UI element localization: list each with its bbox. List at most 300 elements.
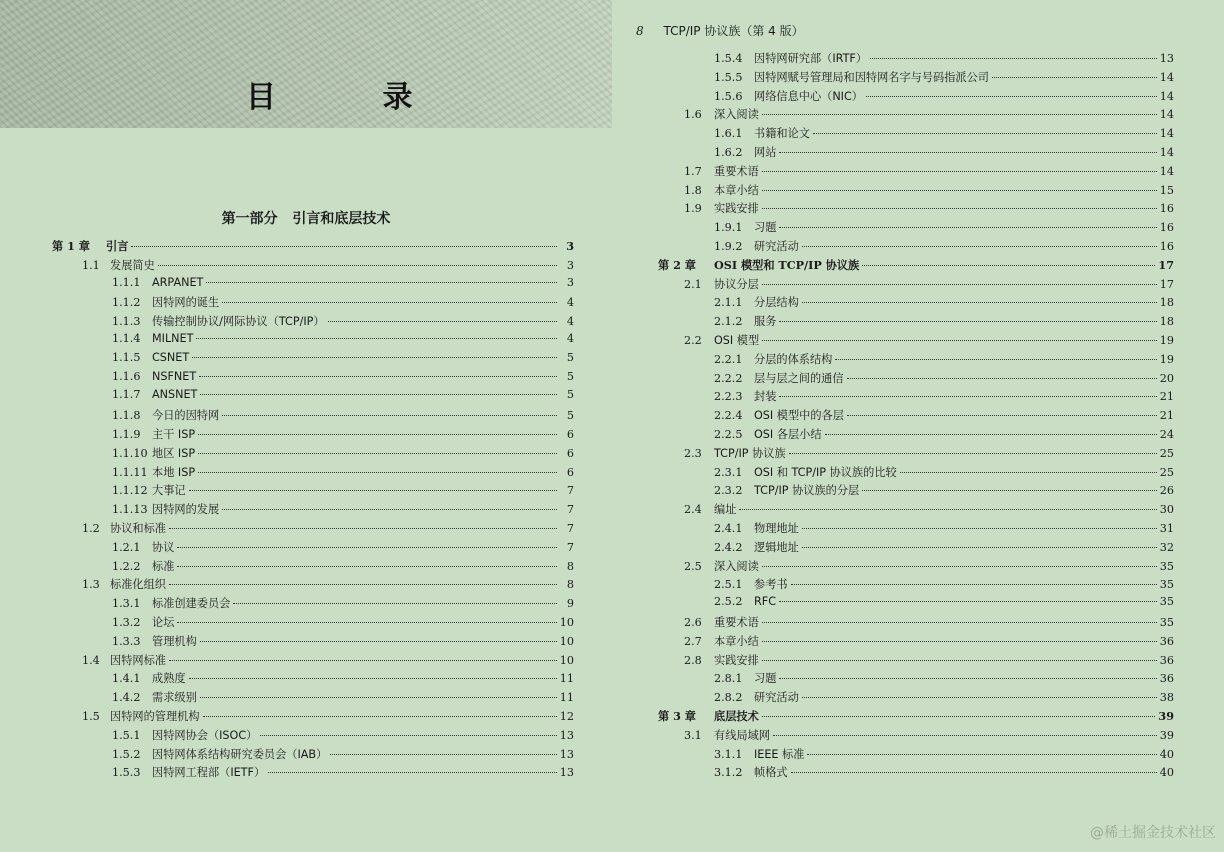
toc-entry-page: 16 <box>1159 202 1174 216</box>
toc-entry-page: 15 <box>1159 183 1174 197</box>
toc-entry-title: 底层技术 <box>714 709 759 723</box>
toc-entry-page: 6 <box>566 428 574 441</box>
dot-leader <box>779 321 1156 322</box>
dot-leader <box>198 472 557 473</box>
toc-entry-number: 3.1.2 <box>714 766 743 780</box>
dot-leader <box>802 697 1157 698</box>
toc-entry <box>714 370 1174 388</box>
toc-entry <box>714 294 1174 312</box>
toc-entry-title: 成熟度 <box>152 672 186 686</box>
toc-entry-page: 16 <box>1159 240 1174 253</box>
toc-entry-title: OSI 和 TCP/IP 协议族的比较 <box>754 465 897 479</box>
toc-entry-number: 1.4 <box>82 653 100 667</box>
toc-entry-title: 因特网工程部（IETF） <box>152 766 266 780</box>
toc-entry-title: 封装 <box>754 390 777 404</box>
toc-entry-page: 19 <box>1159 352 1174 366</box>
toc-entry <box>714 388 1174 406</box>
toc-entry-title: MILNET <box>152 332 194 345</box>
toc-entry-title: 传输控制协议/网际协议（TCP/IP） <box>152 315 325 329</box>
toc-entry-number: 1.3.1 <box>112 597 141 611</box>
toc-entry <box>112 727 574 745</box>
dot-leader <box>847 415 1157 416</box>
dot-leader <box>802 246 1157 247</box>
dot-leader <box>802 302 1157 303</box>
toc-entry-number: 1.1.11 <box>112 465 148 479</box>
toc-entry-number: 1.9.1 <box>714 221 743 235</box>
dot-leader <box>189 490 557 491</box>
toc-entry-number: 1.3.2 <box>112 616 141 629</box>
toc-entry-page: 4 <box>566 315 574 329</box>
toc-entry-title: 物理地址 <box>754 522 799 535</box>
toc-entry-number: 1.1.13 <box>112 503 148 517</box>
toc-entry-page: 13 <box>559 747 574 761</box>
toc-entry-number: 1.6.2 <box>714 146 743 159</box>
dot-leader <box>866 96 1157 97</box>
toc-entry-title: 地区 ISP <box>152 446 196 460</box>
toc-entry <box>112 445 574 463</box>
toc-entry-number: 2.3.2 <box>714 484 743 498</box>
book-title: TCP/IP 协议族（第 4 版） <box>663 24 804 38</box>
toc-entry-title: 习题 <box>754 672 777 686</box>
toc-entry-title: 分层的体系结构 <box>754 352 833 366</box>
toc-entry-number: 2.1 <box>684 277 702 291</box>
toc-entry-title: 重要术语 <box>714 616 759 629</box>
toc-entry <box>112 633 574 651</box>
toc-entry-title: TCP/IP 协议族 <box>714 446 786 460</box>
toc-entry-title: 需求级别 <box>152 691 197 705</box>
toc-entry-title: 管理机构 <box>152 634 197 648</box>
dot-leader <box>862 265 1155 266</box>
dot-leader <box>177 566 557 567</box>
toc-entry <box>714 238 1174 256</box>
toc-entry <box>112 670 574 688</box>
toc-entry-title: 网络信息中心（NIC） <box>754 89 863 103</box>
toc-entry-title: CSNET <box>152 350 190 364</box>
toc-entry-title: 主干 ISP <box>152 428 196 441</box>
dot-leader <box>779 152 1156 153</box>
dot-leader <box>169 660 557 661</box>
part-title: 第一部分 引言和底层技术 <box>221 211 391 227</box>
toc-entry-page: 16 <box>1159 221 1174 235</box>
dot-leader <box>739 509 1156 510</box>
dot-leader <box>762 622 1157 623</box>
toc-entry-number: 1.1.5 <box>112 350 141 364</box>
dot-leader <box>158 265 557 266</box>
toc-entry-number: 1.1.4 <box>112 332 141 345</box>
toc-entry <box>714 313 1174 331</box>
toc-entry <box>112 764 574 782</box>
dot-leader <box>779 601 1157 602</box>
toc-entry <box>684 558 1174 576</box>
dot-leader <box>260 735 556 736</box>
toc-entry-number: 1.1.2 <box>112 296 141 310</box>
dot-leader <box>870 58 1157 59</box>
toc-entry-number: 1.1.7 <box>112 388 141 402</box>
toc-entry-page: 31 <box>1159 522 1174 535</box>
toc-entry <box>714 125 1174 143</box>
dot-leader <box>779 227 1156 228</box>
toc-entry-number: 1.1.8 <box>112 409 141 423</box>
dot-leader <box>791 584 1157 585</box>
toc-entry-number: 2.2.2 <box>714 371 743 385</box>
toc-entry-number: 2.8 <box>684 653 702 667</box>
toc-entry-title: 协议 <box>152 540 175 554</box>
toc-entry-title: ANSNET <box>152 388 198 402</box>
toc-entry-title: 参考书 <box>754 578 788 592</box>
toc-entry-number: 2.5.1 <box>714 578 743 592</box>
toc-entry <box>112 501 574 519</box>
toc-entry-page: 20 <box>1159 371 1174 385</box>
toc-entry-title: 因特网研究部（IRTF） <box>754 52 868 65</box>
dot-leader <box>762 190 1157 191</box>
toc-entry-page: 39 <box>1158 709 1174 723</box>
toc-entry-number: 1.5.2 <box>112 747 141 761</box>
toc-entry <box>714 50 1174 68</box>
toc-entry <box>82 576 574 594</box>
toc-entry-number: 2.8.1 <box>714 672 743 686</box>
dot-leader <box>169 584 557 585</box>
toc-entry <box>112 294 574 312</box>
toc-entry-page: 38 <box>1159 691 1174 705</box>
toc-entry-title: 服务 <box>754 315 777 329</box>
toc-entry <box>684 163 1174 181</box>
dot-leader <box>779 396 1156 397</box>
toc-entry-page: 10 <box>559 634 574 648</box>
toc-entry-page: 35 <box>1159 595 1174 609</box>
toc-entry-page: 14 <box>1159 127 1174 141</box>
toc-entry-title: 因特网的管理机构 <box>110 710 200 723</box>
toc-entry <box>684 200 1174 218</box>
dot-leader <box>779 678 1156 679</box>
toc-entry-number: 1.1.9 <box>112 428 141 441</box>
toc-entry <box>112 482 574 500</box>
dot-leader <box>862 490 1157 491</box>
toc-entry-number: 2.4.1 <box>714 522 743 535</box>
toc-entry-title: ARPANET <box>152 275 204 289</box>
toc-entry-title: 发展简史 <box>110 258 155 272</box>
toc-entry-page: 11 <box>559 691 574 705</box>
dot-leader <box>198 434 557 435</box>
dot-leader <box>807 754 1156 755</box>
toc-entry-number: 1.1.10 <box>112 446 148 460</box>
toc-entry-page: 8 <box>566 559 574 573</box>
toc-entry-number: 第 2 章 <box>658 257 696 272</box>
toc-entry <box>714 670 1174 688</box>
toc-entry <box>684 614 1174 632</box>
toc-entry <box>714 144 1174 162</box>
toc-entry-title: 因特网标准 <box>110 653 166 667</box>
toc-entry-number: 2.1.2 <box>714 315 743 329</box>
toc-entry <box>714 689 1174 707</box>
toc-entry <box>714 746 1174 764</box>
dot-leader <box>791 772 1157 773</box>
dot-leader <box>330 754 556 755</box>
toc-entry <box>112 464 574 482</box>
dot-leader <box>200 394 557 395</box>
toc-entry <box>52 238 574 256</box>
dot-leader <box>177 622 556 623</box>
dot-leader <box>762 171 1157 172</box>
right-page <box>612 0 1224 852</box>
toc-entry <box>684 182 1174 200</box>
toc-entry <box>82 652 574 670</box>
toc-entry-page: 5 <box>566 350 574 364</box>
toc-entry-title: 逻辑地址 <box>754 540 799 554</box>
toc-entry-title: 习题 <box>754 221 777 235</box>
toc-entry-title: 研究活动 <box>754 240 799 253</box>
toc-entry-number: 2.4.2 <box>714 540 743 554</box>
toc-entry-number: 2.2.5 <box>714 428 743 441</box>
toc-entry-title: OSI 模型和 TCP/IP 协议族 <box>714 257 860 272</box>
toc-entry-title: NSFNET <box>152 369 197 383</box>
toc-entry-number: 1.9.2 <box>714 240 743 253</box>
running-header <box>636 22 804 39</box>
toc-entry-page: 32 <box>1159 540 1174 554</box>
toc-entry-number: 1.6 <box>684 108 702 122</box>
toc-entry-page: 36 <box>1159 672 1174 686</box>
toc-entry-title: 重要术语 <box>714 164 759 178</box>
toc-entry-title: 今日的因特网 <box>152 409 220 423</box>
dot-leader <box>762 208 1157 209</box>
dot-leader <box>203 716 557 717</box>
toc-entry-number: 2.2.4 <box>714 409 743 423</box>
toc-entry-title: 论坛 <box>152 616 175 629</box>
dot-leader <box>233 603 557 604</box>
dot-leader <box>789 453 1157 454</box>
toc-entry <box>684 276 1174 294</box>
toc-entry-number: 1.8 <box>684 183 702 197</box>
toc-entry-page: 36 <box>1159 634 1174 648</box>
toc-entry-page: 18 <box>1159 296 1174 310</box>
toc-entry-page: 8 <box>566 578 574 592</box>
toc-entry-page: 3 <box>566 258 574 272</box>
toc-entry <box>112 689 574 707</box>
toc-entry <box>714 426 1174 444</box>
toc-entry-page: 30 <box>1159 503 1174 517</box>
dot-leader <box>222 415 557 416</box>
toc-entry-title: 本章小结 <box>714 183 759 197</box>
toc-entry-title: 大事记 <box>152 484 186 498</box>
toc-entry-title: 实践安排 <box>714 653 759 667</box>
toc-entry-page: 40 <box>1159 747 1174 761</box>
toc-entry <box>714 576 1174 594</box>
toc-entry-page: 17 <box>1158 257 1174 272</box>
toc-entry <box>714 764 1174 782</box>
toc-entry <box>82 257 574 275</box>
toc-entry <box>112 407 574 425</box>
toc-entry-title: 编址 <box>714 503 737 517</box>
toc-entry-title: 因特网赋号管理局和因特网名字与号码指派公司 <box>754 70 989 84</box>
toc-entry <box>112 351 574 369</box>
toc-entry-number: 2.8.2 <box>714 691 743 705</box>
toc-entry-page: 3 <box>566 275 574 289</box>
toc-entry-number: 3.1 <box>684 728 702 742</box>
dot-leader <box>222 302 557 303</box>
dot-leader <box>131 246 557 247</box>
toc-entry-number: 1.3 <box>82 578 100 592</box>
toc-entry-number: 1.3.3 <box>112 634 141 648</box>
toc-entry-page: 7 <box>566 522 574 535</box>
dot-leader <box>192 357 557 358</box>
toc-entry <box>714 351 1174 369</box>
toc-entry <box>82 708 574 726</box>
toc-entry-title: 标准创建委员会 <box>152 597 231 611</box>
toc-entry <box>112 539 574 557</box>
dot-leader <box>196 338 557 339</box>
dot-leader <box>177 547 557 548</box>
toc-entry-page: 14 <box>1159 89 1174 103</box>
toc-entry-title: 层与层之间的通信 <box>754 371 844 385</box>
toc-entry-title: 书籍和论文 <box>754 127 810 141</box>
toc-entry-title: 因特网的诞生 <box>152 296 220 310</box>
toc-entry-title: 网站 <box>754 146 777 159</box>
toc-entry-page: 9 <box>566 597 574 611</box>
toc-entry-page: 14 <box>1159 70 1174 84</box>
toc-entry-page: 35 <box>1159 578 1174 592</box>
toc-entry <box>112 614 574 632</box>
toc-entry-page: 39 <box>1159 728 1174 742</box>
dot-leader <box>802 547 1157 548</box>
toc-entry-page: 5 <box>566 388 574 402</box>
toc-entry <box>82 520 574 538</box>
toc-entry-page: 6 <box>566 446 574 460</box>
toc-entry <box>112 388 574 406</box>
toc-entry-page: 5 <box>566 369 574 383</box>
toc-entry-number: 1.5.3 <box>112 766 141 780</box>
toc-entry <box>112 595 574 613</box>
toc-entry-title: 分层结构 <box>754 296 799 310</box>
toc-entry-title: 本地 ISP <box>152 465 196 479</box>
toc-entry <box>714 88 1174 106</box>
dot-leader <box>825 434 1157 435</box>
toc-entry <box>112 426 574 444</box>
toc-entry-number: 2.6 <box>684 616 702 629</box>
toc-entry <box>684 332 1174 350</box>
toc-entry <box>112 558 574 576</box>
dot-leader <box>206 282 557 283</box>
toc-entry-page: 10 <box>559 616 574 629</box>
toc-entry-page: 35 <box>1159 559 1174 573</box>
toc-entry <box>658 708 1174 726</box>
toc-entry-title: 帧格式 <box>754 766 788 780</box>
toc-entry-page: 4 <box>566 332 574 345</box>
toc-entry-title: 实践安排 <box>714 202 759 216</box>
toc-entry <box>684 633 1174 651</box>
toc-entry-number: 1.2.1 <box>112 540 141 554</box>
toc-entry-page: 24 <box>1159 428 1174 441</box>
toc-entry-page: 7 <box>566 540 574 554</box>
toc-entry-number: 1.4.2 <box>112 691 141 705</box>
toc-entry-number: 1.1.3 <box>112 315 141 329</box>
toc-entry-number: 1.5 <box>82 710 100 723</box>
toc-entry-page: 21 <box>1159 390 1174 404</box>
dot-leader <box>773 735 1157 736</box>
toc-entry-title: TCP/IP 协议族的分层 <box>754 484 860 498</box>
toc-entry-title: 标准 <box>152 559 175 573</box>
toc-entry-number: 第 3 章 <box>658 709 696 723</box>
dot-leader <box>802 528 1157 529</box>
toc-entry-page: 12 <box>559 710 574 723</box>
toc-entry-title: OSI 模型中的各层 <box>754 409 844 423</box>
toc-entry-number: 1.4.1 <box>112 672 141 686</box>
toc-entry-page: 35 <box>1159 616 1174 629</box>
toc-entry <box>112 746 574 764</box>
dot-leader <box>200 641 557 642</box>
toc-entry-page: 17 <box>1159 277 1174 291</box>
toc-entry-title: 协议和标准 <box>110 522 166 535</box>
toc-entry-number: 3.1.1 <box>714 747 743 761</box>
toc-entry-number: 2.2.3 <box>714 390 743 404</box>
toc-entry-title: 标准化组织 <box>110 578 166 592</box>
dot-leader <box>268 772 557 773</box>
dot-leader <box>992 77 1157 78</box>
toc-entry-title: 有线局域网 <box>714 728 770 742</box>
page-number: 8 <box>636 24 644 38</box>
toc-entry-number: 2.5 <box>684 559 702 573</box>
dot-leader <box>328 321 557 322</box>
toc-entry-title: RFC <box>754 595 777 609</box>
dot-leader <box>762 566 1157 567</box>
dot-leader <box>222 509 557 510</box>
toc-entry-title: 研究活动 <box>754 691 799 705</box>
toc-entry-page: 13 <box>1159 52 1174 65</box>
toc-entry <box>684 727 1174 745</box>
dot-leader <box>762 284 1157 285</box>
toc-entry-number: 2.2 <box>684 334 702 347</box>
toc-entry-number: 1.6.1 <box>714 127 743 141</box>
toc-entry-page: 19 <box>1159 334 1174 347</box>
toc-entry-number: 1.5.6 <box>714 89 743 103</box>
toc-entry-page: 40 <box>1159 766 1174 780</box>
toc-entry-number: 1.1.12 <box>112 484 148 498</box>
toc-entry <box>714 464 1174 482</box>
toc-entry <box>112 313 574 331</box>
toc-entry-title: 深入阅读 <box>714 108 759 122</box>
toc-entry-number: 1.5.5 <box>714 70 743 84</box>
toc-entry-number: 1.1 <box>82 258 100 272</box>
toc-entry-number: 2.3 <box>684 446 702 460</box>
contents-title: 目 录 <box>246 80 461 115</box>
toc-entry-title: 因特网的发展 <box>152 503 220 517</box>
toc-entry-page: 11 <box>559 672 574 686</box>
toc-entry <box>684 501 1174 519</box>
toc-entry-number: 1.1.1 <box>112 275 141 289</box>
toc-entry-page: 26 <box>1159 484 1174 498</box>
toc-entry-number: 1.2.2 <box>112 559 141 573</box>
toc-entry-page: 14 <box>1159 164 1174 178</box>
dot-leader <box>198 453 557 454</box>
dot-leader <box>835 359 1156 360</box>
toc-entry-number: 1.2 <box>82 522 100 535</box>
dot-leader <box>199 376 557 377</box>
dot-leader <box>200 697 557 698</box>
toc-entry-page: 7 <box>566 484 574 498</box>
toc-entry-title: OSI 各层小结 <box>754 428 822 441</box>
toc-entry <box>684 445 1174 463</box>
toc-entry-title: OSI 模型 <box>714 334 760 347</box>
watermark: @稀土掘金技术社区 <box>1090 825 1216 841</box>
toc-entry <box>714 595 1174 613</box>
toc-entry-page: 7 <box>566 503 574 517</box>
toc-entry-page: 36 <box>1159 653 1174 667</box>
toc-entry-page: 13 <box>559 766 574 780</box>
dot-leader <box>762 641 1157 642</box>
toc-entry <box>112 370 574 388</box>
dot-leader <box>189 678 557 679</box>
toc-entry-number: 1.5.4 <box>714 52 743 65</box>
toc-entry <box>714 520 1174 538</box>
toc-entry-page: 3 <box>566 239 574 253</box>
